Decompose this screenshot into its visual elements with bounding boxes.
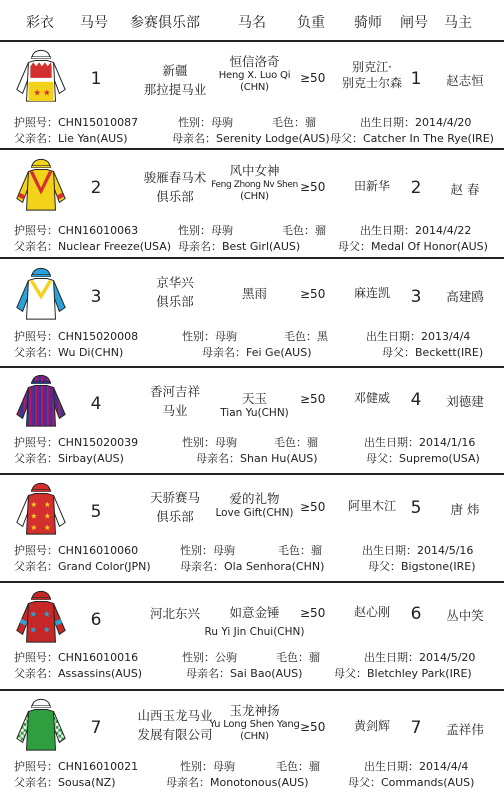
weight-value: ≥50	[300, 720, 326, 734]
table-header	[0, 0, 504, 42]
svg-text:★: ★	[29, 609, 38, 620]
owner-name: 孟祥伟	[446, 722, 484, 737]
owner-name: 高建鸥	[446, 289, 484, 304]
header-gate: 闸号	[400, 15, 428, 31]
horse-number: 4	[90, 394, 102, 414]
info-line-1: 护照号：CHN16010016	[14, 651, 139, 664]
gate-number: 2	[410, 178, 422, 198]
svg-text:★: ★	[42, 88, 51, 99]
info-line-2: 父亲名：Sousa(NZ)	[14, 776, 116, 789]
jockey-silk-icon	[12, 154, 70, 214]
jockey-name: 麻连凯	[353, 286, 390, 300]
header-club: 参赛俱乐部	[130, 15, 200, 31]
horse-name: 风中女神 Feng Zhong Nv Shen (CHN)	[211, 163, 298, 202]
info-line-2: 父亲名：Lie Yan(AUS)	[14, 132, 128, 145]
horse-name: 爱的礼物 Love Gift(CHN)	[215, 491, 294, 519]
svg-text:★: ★	[30, 500, 38, 510]
club-name: 天骄赛马 俱乐部	[149, 490, 200, 524]
info-line-1: 护照号：CHN16010060	[14, 544, 139, 557]
svg-text:★: ★	[33, 88, 42, 99]
info-line-2: 父亲名：Assassins(AUS)	[14, 667, 143, 680]
weight-value: ≥50	[300, 287, 326, 301]
club-name: 骏雁春马术 俱乐部	[143, 170, 207, 204]
owner-name: 赵志恒	[446, 73, 484, 88]
svg-text:★: ★	[43, 523, 51, 533]
horse-name: 天玉 Tian Yu(CHN)	[220, 391, 289, 419]
info-line-2: 父亲名：Grand Color(JPN)	[14, 560, 151, 573]
info-line-1: 护照号：CHN16010021	[14, 760, 139, 773]
jockey-name: 田新华	[353, 179, 390, 193]
horse-number: 2	[90, 178, 102, 198]
race-entry-3: 3 京华兴 俱乐部 黑雨 ≥50 麻连凯 3 高建鸥 护照号：CHN15020008 性别：母驹 毛色：黑 出生日期：2013/4/4 父亲名：Wu Di(CHN) 母亲名：Fei Ge(AUS) 母父：Beckett(IRE)	[0, 259, 504, 368]
weight-value: ≥50	[300, 500, 326, 514]
race-entry-1: ★ ★ 1 新疆 那拉提马业 恒信洛奇 Heng X. Luo Qi (CHN) ≥50 别克江· 别克士尔森 1 赵志恒 护照号：CHN15010087 性别：母驹 毛色：骝 出生日期：2014/4/20 父亲名：Lie Yan(AUS) 母亲名：Serenity Lodge(AUS) 母父：Catcher In The Rye(IRE)	[0, 41, 504, 150]
jockey-silk-icon	[12, 263, 70, 323]
jockey-silk-icon	[12, 45, 70, 105]
jockey-silk-icon	[12, 586, 70, 646]
info-line-1: 护照号：CHN16010063	[14, 224, 139, 237]
header-horse: 马名	[238, 15, 266, 31]
jockey-name: 邓健威	[353, 391, 390, 405]
horse-number: 5	[90, 502, 102, 522]
gate-number: 1	[410, 69, 422, 89]
horse-number: 6	[90, 610, 102, 630]
horse-name: 恒信洛奇 Heng X. Luo Qi (CHN)	[218, 54, 291, 93]
weight-value: ≥50	[300, 606, 326, 620]
svg-text:★: ★	[30, 511, 38, 521]
info-line-1: 护照号：CHN15010087	[14, 116, 139, 129]
svg-text:★: ★	[42, 609, 51, 620]
jockey-silk-icon	[12, 478, 70, 538]
weight-value: ≥50	[300, 71, 326, 85]
header-owner: 马主	[444, 15, 472, 31]
club-name: 河北东兴	[149, 606, 200, 621]
race-entry-2: 2 骏雁春马术 俱乐部 风中女神 Feng Zhong Nv Shen (CHN) ≥50 田新华 2 赵 春 护照号：CHN16010063 性别：母驹 毛色：骝 出生日期：2014/4/22 父亲名：Nuclear Freeze(USA) 母亲名：Best Girl(AUS) 母父：Medal Of Honor(AUS)	[0, 150, 504, 259]
gate-number: 5	[410, 498, 422, 518]
jockey-name: 赵心刚	[353, 605, 390, 619]
info-line-2: 父亲名：Wu Di(CHN)	[14, 346, 124, 359]
owner-name: 赵 春	[450, 182, 480, 197]
jockey-name: 别克江· 别克士尔森	[341, 60, 402, 90]
race-entry-5: ★ ★ ★ ★ ★ ★ 5 天骄赛马 俱乐部 爱的礼物 Love Gift(CHN) ≥50 阿里木江 5 唐 炜 护照号：CHN16010060 性别：母驹 毛色：骝 出生日期：2014/5/16 父亲名：Grand Color(JPN) 母亲名：Ola Senhora(CHN) 母父：Bigstone(IRE)	[0, 474, 504, 583]
weight-value: ≥50	[300, 392, 326, 406]
gate-number: 4	[410, 390, 422, 410]
svg-text:★: ★	[29, 625, 38, 636]
owner-name: 唐 炜	[450, 502, 480, 517]
header-jockey: 骑师	[354, 15, 382, 31]
horse-name: 如意金锤 Ru Yi Jin Chui(CHN)	[204, 605, 305, 638]
owner-name: 丛中笑	[446, 608, 484, 623]
horse-number: 3	[90, 287, 102, 307]
weight-value: ≥50	[300, 180, 326, 194]
jockey-name: 黄剑辉	[353, 719, 390, 733]
header-weight: 负重	[297, 15, 325, 31]
jockey-silk-icon	[12, 694, 70, 754]
svg-text:★: ★	[30, 523, 38, 533]
horse-number: 1	[90, 69, 102, 89]
info-line-2: 父亲名：Sirbay(AUS)	[14, 452, 124, 465]
gate-number: 6	[410, 604, 422, 624]
club-name: 新疆 那拉提马业	[143, 63, 207, 97]
gate-number: 3	[410, 287, 422, 307]
info-line-2: 父亲名：Nuclear Freeze(USA)	[14, 240, 172, 253]
svg-text:★: ★	[43, 500, 51, 510]
svg-text:★: ★	[42, 625, 51, 636]
svg-text:★: ★	[43, 511, 51, 521]
horse-name: 玉龙神扬 Yu Long Shen Yang (CHN)	[209, 703, 300, 742]
jockey-name: 阿里木江	[347, 499, 396, 513]
header-silk: 彩衣	[26, 15, 54, 31]
gate-number: 7	[410, 718, 422, 738]
club-name: 香河吉祥 马业	[149, 384, 200, 418]
race-entry-6: ★ ★ ★ ★ 6 河北东兴 如意金锤 Ru Yi Jin Chui(CHN) ≥50 赵心刚 6 丛中笑 护照号：CHN16010016 性别：公驹 毛色：骝 出生日期：2014/5/20 父亲名：Assassins(AUS) 母亲名：Sai Bao(AUS) 母父：Bletchley Park(IRE)	[0, 582, 504, 691]
club-name: 山西玉龙马业 发展有限公司	[137, 708, 213, 742]
jockey-silk-icon	[12, 370, 70, 430]
info-line-1: 护照号：CHN15020008	[14, 330, 139, 343]
race-entry-7: 7 山西玉龙马业 发展有限公司 玉龙神扬 Yu Long Shen Yang (CHN) ≥50 黄剑辉 7 孟祥伟 护照号：CHN16010021 性别：母驹 毛色：骝 出生日期：2014/4/4 父亲名：Sousa(NZ) 母亲名：Monotonous(AUS) 母父：Commands(AUS)	[0, 690, 504, 794]
info-line-1: 护照号：CHN15020039	[14, 436, 139, 449]
horse-name: 黑雨	[241, 286, 267, 301]
owner-name: 刘德建	[446, 394, 484, 409]
horse-number: 7	[90, 718, 102, 738]
header-number: 马号	[80, 15, 108, 31]
race-entry-4: 4 香河吉祥 马业 天玉 Tian Yu(CHN) ≥50 邓健威 4 刘德建 护照号：CHN15020039 性别：母驹 毛色：骝 出生日期：2014/1/16 父亲名：Sirbay(AUS) 母亲名：Shan Hu(AUS) 母父：Supremo(USA)	[0, 366, 504, 475]
club-name: 京华兴 俱乐部	[156, 275, 194, 309]
